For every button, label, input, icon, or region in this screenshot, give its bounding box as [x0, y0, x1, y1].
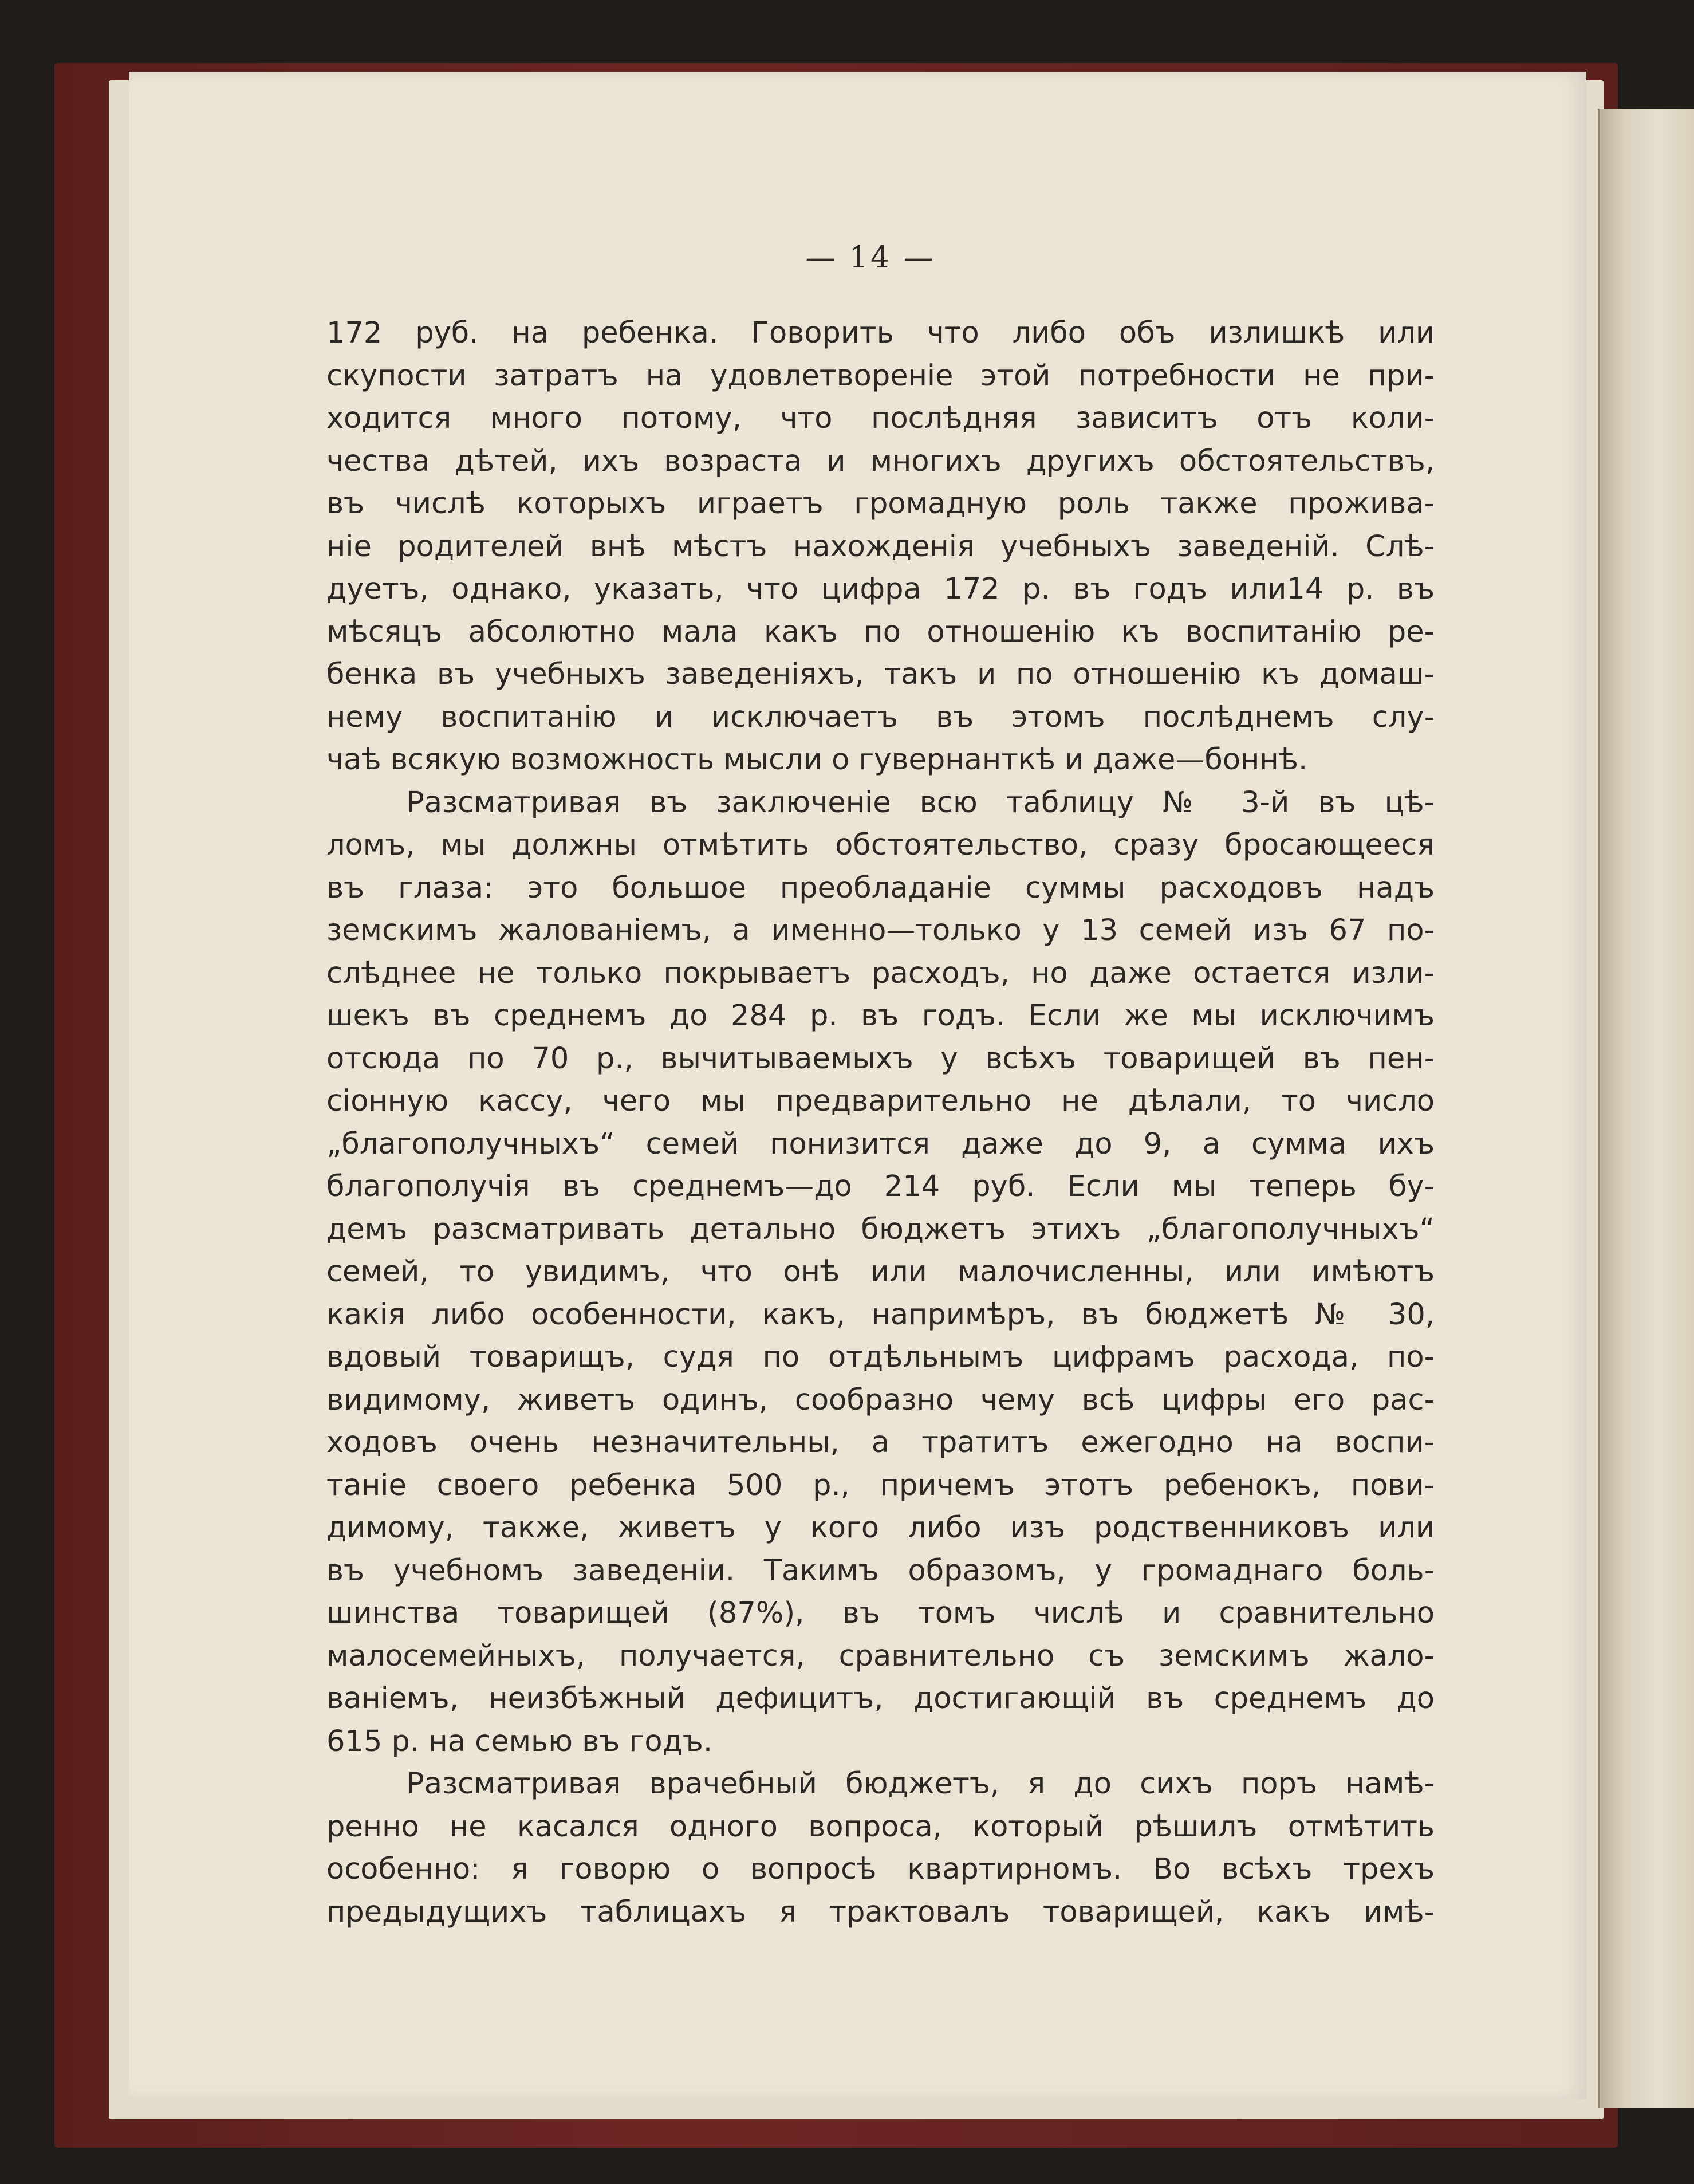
text-line: отсюда по 70 р., вычитываемыхъ у всѣхъ товарищей въ пен- — [326, 1041, 1435, 1076]
text-line: Разсматривая врачебный бюджетъ, я до сихъ поръ намѣ- — [407, 1767, 1435, 1801]
text-line: Разсматривая въ заключеніе всю таблицу № 3-й въ цѣ- — [407, 785, 1435, 820]
text-line: 615 р. на семью въ годъ. — [326, 1724, 713, 1758]
text-line: димому, также, живетъ у кого либо изъ родственниковъ или — [326, 1511, 1435, 1545]
text-line: мѣсяцъ абсолютно мала какъ по отношенію къ воспитанію ре- — [326, 615, 1435, 649]
body-text — [326, 312, 1435, 1934]
text-line: предыдущихъ таблицахъ я трактовалъ товарищей, какъ имѣ- — [326, 1895, 1435, 1929]
text-line: демъ разсматривать детально бюджетъ этихъ „благополучныхъ“ — [326, 1212, 1435, 1246]
page-number: — 14 — — [805, 241, 936, 275]
text-line: дуетъ, однако, указать, что цифра 172 р. въ годъ или14 р. въ — [326, 572, 1435, 606]
text-line: слѣднее не только покрываетъ расходъ, но даже остается изли- — [326, 956, 1435, 990]
text-line: въ глаза: это большое преобладаніе суммы расходовъ надъ — [326, 871, 1435, 905]
text-line: ходовъ очень незначительны, а тратитъ ежегодно на воспи- — [326, 1426, 1435, 1459]
text-line: нему воспитанію и исключаетъ въ этомъ послѣднемъ слу- — [326, 700, 1435, 734]
text-line: ваніемъ, неизбѣжный дефицитъ, достигающій въ среднемъ до — [326, 1682, 1435, 1715]
text-line: семей, то увидимъ, что онѣ или малочисленны, или имѣютъ — [326, 1255, 1435, 1289]
text-line: ренно не касался одного вопроса, который рѣшилъ отмѣтить — [326, 1809, 1435, 1844]
text-line: бенка въ учебныхъ заведеніяхъ, такъ и по отношенію къ домаш- — [326, 658, 1435, 691]
text-line: видимому, живетъ одинъ, сообразно чему всѣ цифры его рас- — [326, 1383, 1435, 1417]
text-line: шекъ въ среднемъ до 284 р. въ годъ. Если же мы исключимъ — [326, 999, 1435, 1033]
text-line: особенно: я говорю о вопросѣ квартирномъ. Во всѣхъ трехъ — [326, 1852, 1435, 1886]
text-line: таніе своего ребенка 500 р., причемъ этотъ ребенокъ, пови- — [326, 1468, 1435, 1502]
text-line: ходится много потому, что послѣдняя зависитъ отъ коли- — [326, 402, 1435, 435]
facing-page-edge — [1598, 109, 1694, 2108]
text-line: скупости затратъ на удовлетвореніе этой потребности не при- — [326, 359, 1435, 393]
text-line: какія либо особенности, какъ, напримѣръ, въ бюджетѣ № 30, — [326, 1297, 1435, 1332]
text-line: малосемейныхъ, получается, сравнительно съ земскимъ жало- — [326, 1639, 1435, 1673]
text-line: 172 руб. на ребенка. Говорить что либо объ излишкѣ или — [326, 316, 1435, 350]
text-line: чаѣ всякую возможность мысли о гувернанткѣ и даже—боннѣ. — [326, 743, 1308, 777]
text-line: шинства товарищей (87%), въ томъ числѣ и сравнительно — [326, 1596, 1435, 1630]
text-line: благополучія въ среднемъ—до 214 руб. Если мы теперь бу- — [326, 1170, 1435, 1203]
text-line: сіонную кассу, чего мы предварительно не дѣлали, то число — [326, 1084, 1435, 1118]
text-line: „благополучныхъ“ семей понизится даже до 9, а сумма ихъ — [326, 1127, 1435, 1161]
text-line: вдовый товарищъ, судя по отдѣльнымъ цифрамъ расхода, по- — [326, 1340, 1435, 1374]
text-line: въ учебномъ заведеніи. Такимъ образомъ, у громаднаго боль- — [326, 1553, 1435, 1588]
text-line: ломъ, мы должны отмѣтить обстоятельство, сразу бросающееся — [326, 828, 1435, 862]
text-line: земскимъ жалованіемъ, а именно—только у 13 семей изъ 67 по- — [326, 914, 1435, 947]
text-line: въ числѣ которыхъ играетъ громадную роль также прожива- — [326, 487, 1435, 521]
text-line: ніе родителей внѣ мѣстъ нахожденія учебныхъ заведеній. Слѣ- — [326, 529, 1435, 564]
text-line: чества дѣтей, ихъ возраста и многихъ другихъ обстоятельствъ, — [326, 444, 1435, 478]
